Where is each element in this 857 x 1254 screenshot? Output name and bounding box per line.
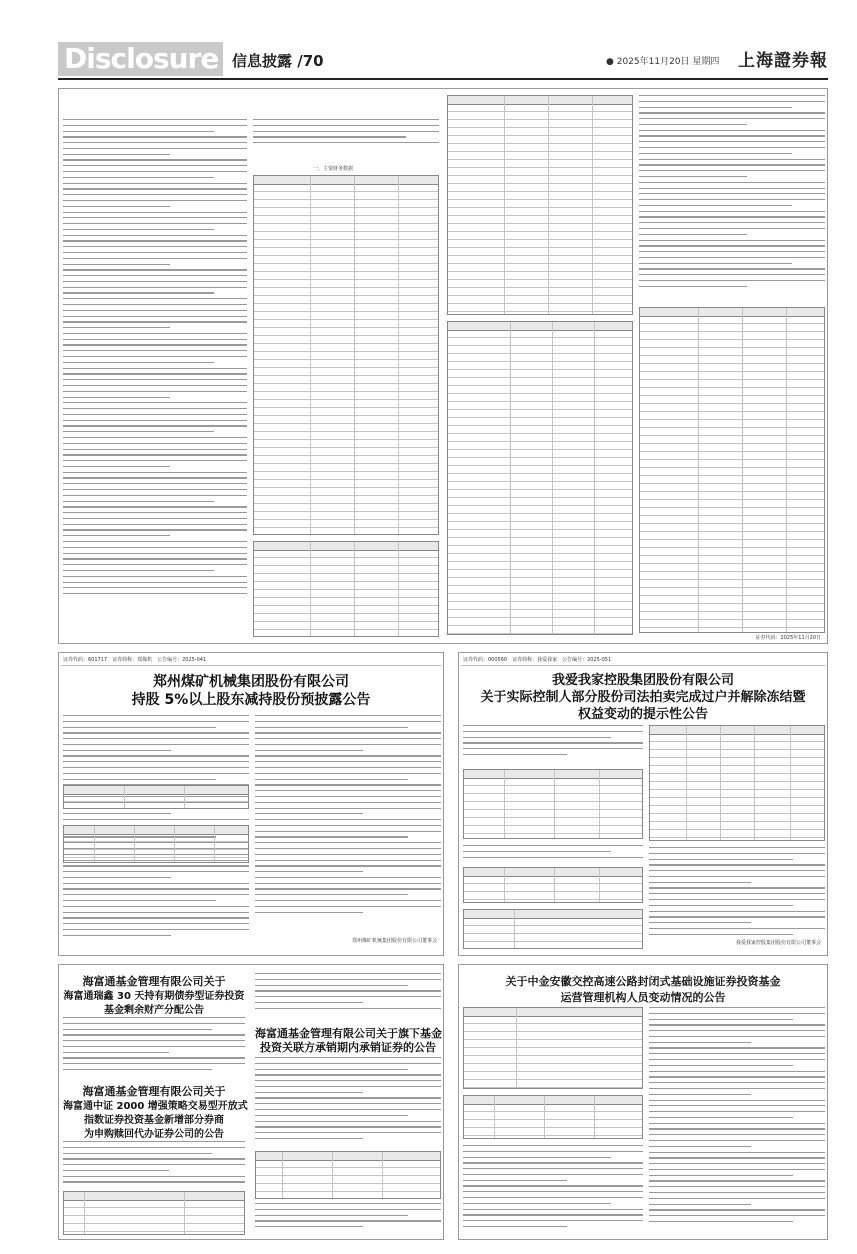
zhengzhou-notice-panel <box>58 652 444 956</box>
report-signature: 证券代码：2025年11月20日 <box>755 635 821 641</box>
publication-date: ● 2025年11月20日 星期四 <box>606 57 720 67</box>
notice-1-body <box>63 1017 245 1079</box>
notice-body-left <box>463 725 643 765</box>
notice-body-left <box>463 1145 643 1235</box>
notice-title: 我爱我家控股集团股份有限公司 <box>551 673 734 688</box>
newspaper-name: 上海證券報 <box>738 51 828 71</box>
notice-1-title: 海富通基金管理有限公司关于 <box>82 975 226 988</box>
notice-1-subtitle-2: 基金剩余财产分配公告 <box>104 1005 204 1016</box>
section-title: 信息披露 /70 <box>232 52 324 70</box>
notice-title: 关于中金安徽交控高速公路封闭式基础设施证券投资基金 <box>505 975 781 988</box>
report-table-caption: 一、主要财务数据 <box>313 166 354 172</box>
notice-body-right <box>255 715 441 925</box>
holding-table <box>63 785 249 809</box>
haifutong-notices-panel <box>58 964 444 1240</box>
shareholding-table <box>649 725 825 841</box>
auction-table <box>463 769 643 839</box>
brand-logo: Disclosure <box>58 42 223 76</box>
notice-3-body <box>255 1057 441 1149</box>
notice-signature: 郑州煤矿机械集团股份有限公司董事会 <box>351 938 437 944</box>
notice-2-title: 海富通基金管理有限公司关于 <box>82 1085 226 1098</box>
stock-code-line: 证券代码：000560 证券简称：我爱我家 公告编号：2025-051 <box>463 657 612 663</box>
notice-3-subtitle: 投资关联方承销期内承销证券的公告 <box>260 1041 436 1054</box>
stock-code-line: 证券代码：601717 证券简称：郑煤机 公告编号：2025-041 <box>63 657 207 663</box>
notice-2-body <box>63 1141 245 1193</box>
report-column-4-text <box>639 95 825 295</box>
report-table-5 <box>639 307 825 633</box>
info-table <box>463 909 643 949</box>
notice-2-subtitle-2: 指数证券投资基金新增部分券商 <box>84 1115 224 1126</box>
notice-subtitle: 关于实际控制人部分股份司法拍卖完成过户并解除冻结暨 <box>480 690 806 705</box>
notice-signature: 我爱我家控股集团股份有限公司董事会 <box>735 940 821 946</box>
report-table-3 <box>447 95 633 315</box>
notice-title: 郑州煤矿机械集团股份有限公司 <box>153 674 349 690</box>
report-table-1 <box>253 175 439 535</box>
notice-body-right <box>649 847 825 937</box>
notice-body-right <box>649 1007 825 1235</box>
change-table <box>463 867 643 903</box>
zhongjin-notice-panel <box>458 964 828 1240</box>
notice-3-intro <box>255 973 441 1017</box>
report-column-1-text <box>63 119 247 639</box>
notice-1-subtitle: 海富通瑞鑫 30 天持有期债券型证券投资 <box>63 991 245 1002</box>
underwriting-table <box>255 1151 441 1199</box>
notice-3-closing <box>255 1203 441 1235</box>
notice-body-left-2 <box>463 845 643 865</box>
notice-subtitle: 持股 5%以上股东减持股份预披露公告 <box>131 692 371 708</box>
notice-3-title: 海富通基金管理有限公司关于旗下基金 <box>255 1027 442 1040</box>
woai-notice-panel <box>458 652 828 956</box>
masthead <box>58 42 828 80</box>
notice-2-subtitle-3: 为申购赎回代办证券公司的公告 <box>84 1129 224 1140</box>
report-table-4 <box>447 321 633 635</box>
report-column-2-text <box>253 119 439 159</box>
personnel-table <box>463 1095 643 1139</box>
broker-table <box>63 1191 245 1235</box>
notice-2-subtitle: 海富通中证 2000 增强策略交易型开放式 <box>63 1101 248 1112</box>
fund-info-table <box>463 1007 643 1089</box>
notice-subtitle: 运营管理机构人员变动情况的公告 <box>560 991 726 1004</box>
report-table-2 <box>253 541 439 637</box>
notice-subtitle-2: 权益变动的提示性公告 <box>577 707 708 722</box>
reduction-plan-table <box>63 825 249 863</box>
financial-report-panel <box>58 88 828 644</box>
